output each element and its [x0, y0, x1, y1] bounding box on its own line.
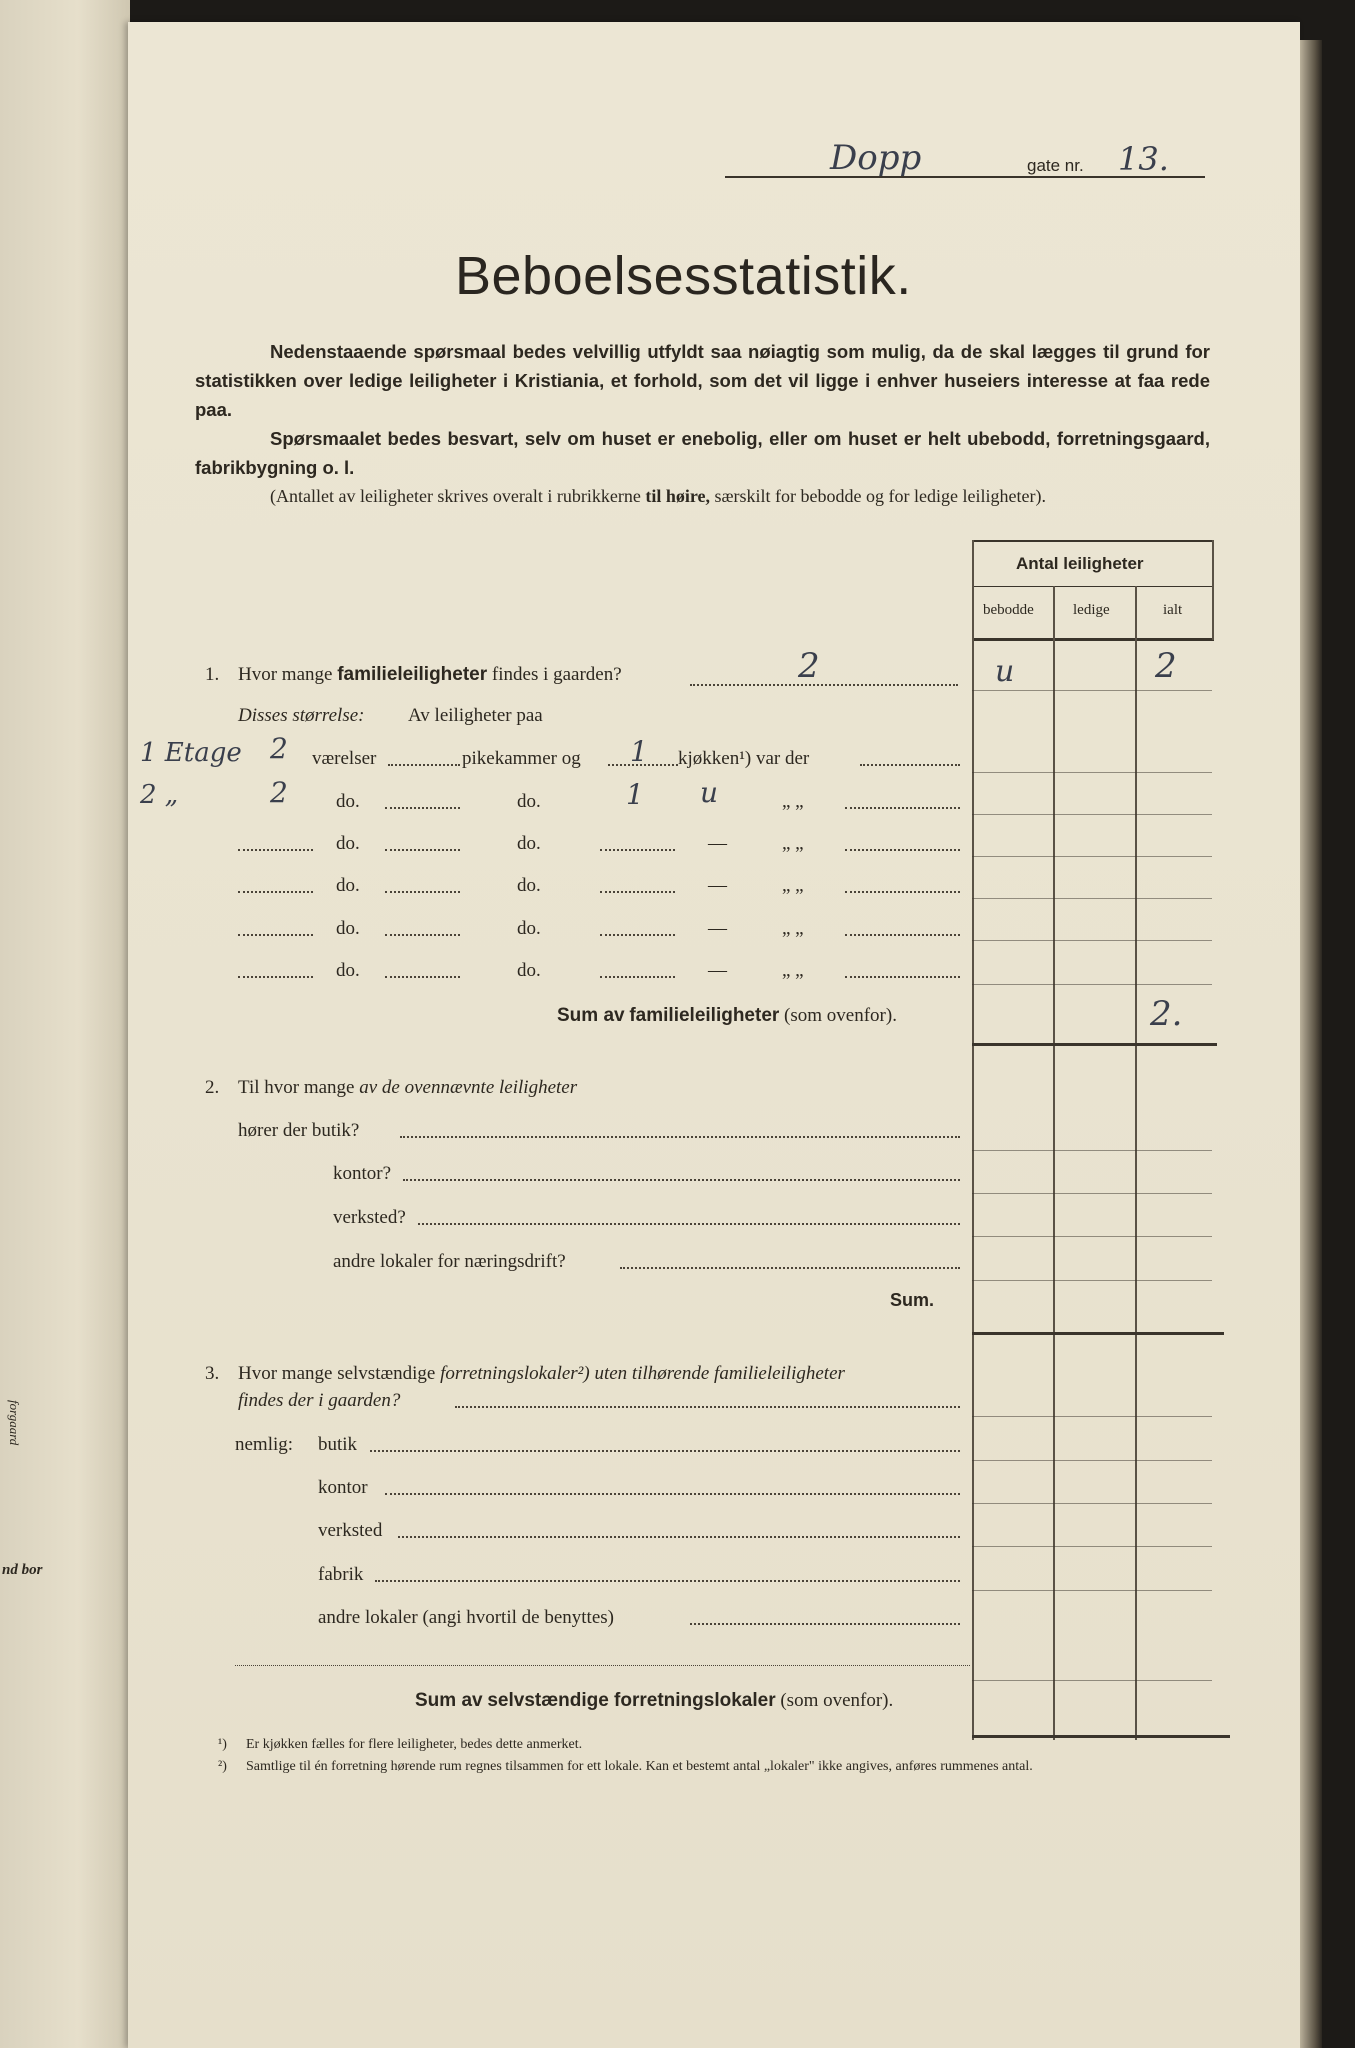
- q3-sum-a: Sum av: [415, 1690, 483, 1711]
- blank-field: [600, 849, 675, 851]
- dot-leader: [388, 764, 460, 766]
- q3-line-verksted: verksted: [318, 1520, 383, 1541]
- q3-line-fabrik: fabrik: [318, 1564, 364, 1585]
- dot-leader: [385, 1493, 960, 1495]
- table-row-line: [972, 1193, 1212, 1194]
- row1-rooms: 2: [270, 732, 288, 765]
- table-sum-line-1: [972, 1043, 1217, 1046]
- q2-line-butik: hører der butik?: [238, 1120, 360, 1141]
- q2-number: 2.: [205, 1077, 220, 1098]
- table-row-line: [972, 1590, 1212, 1591]
- left-bottom-text: nd bor: [2, 1562, 43, 1578]
- q3-line-butik: butik: [318, 1434, 358, 1455]
- row6-do-2: do.: [517, 960, 541, 981]
- footnote-2-mark: ²): [218, 1759, 227, 1774]
- q3-sum-c: (som ovenfor).: [780, 1690, 894, 1711]
- intro-paragraph-1: Nedenstaaende spørsmaal bedes velvillig utfyldt saa nøiagtig som mulig, da de skal lægges til grund for statistikken over ledige leiligheter i Kristiania, et forhold, som det vil ligge i enhver huseiers interesse at faa rede paa.: [195, 341, 1210, 420]
- row4-do-2: do.: [517, 875, 541, 896]
- row3-do-2: do.: [517, 833, 541, 854]
- blank-field: [238, 891, 313, 893]
- q1-question: [238, 664, 622, 686]
- q2-line-kontor: kontor?: [333, 1163, 392, 1184]
- footnote-2: Samtlige til én forretning hørende rum regnes tilsammen for ett lokale. Kan et bestemt antal „lokaler" ikke angives, anføres rummenes antal.: [246, 1759, 1033, 1774]
- q1-text-b: familieleiligheter: [337, 664, 488, 685]
- dot-leader: [845, 891, 960, 893]
- q2-text-b: av de ovennævnte leiligheter: [359, 1077, 578, 1098]
- q2-line-verksted: verksted?: [333, 1207, 406, 1228]
- q2-line-andre: andre lokaler for næringsdrift?: [333, 1251, 566, 1272]
- dot-leader: [690, 1623, 960, 1625]
- dot-leader: [370, 1450, 960, 1452]
- dot-leader: [690, 684, 958, 686]
- left-page: [0, 0, 130, 2048]
- q1-sizes-label: Disses størrelse:: [238, 705, 365, 726]
- q3-sum-b: selvstændige forretningslokaler: [487, 1690, 776, 1711]
- gate-label: gate nr.: [1027, 156, 1084, 175]
- dot-leader: [845, 849, 960, 851]
- q1-number: 1.: [205, 664, 220, 685]
- row2-do-2: do.: [517, 791, 541, 812]
- q1-sum-c: (som ovenfor).: [784, 1005, 897, 1026]
- q2-question: [238, 1077, 577, 1099]
- blank-field: [238, 934, 313, 936]
- dot-leader: [845, 934, 960, 936]
- table-row-line: [972, 814, 1212, 815]
- table-row-line: [972, 1236, 1212, 1237]
- q1-sum-row: [557, 1005, 897, 1027]
- blank-field: [600, 891, 675, 893]
- row3-dash: —: [708, 833, 727, 854]
- row5-do-2: do.: [517, 918, 541, 939]
- page-edge: [1300, 40, 1322, 2048]
- table-row-line: [972, 1460, 1212, 1461]
- row1-vaerelser: værelser: [312, 748, 377, 769]
- dot-leader: [845, 976, 960, 978]
- q3-sum-row: [415, 1690, 893, 1712]
- dot-leader: [860, 764, 960, 766]
- table-group-header: Antal leiligheter: [1016, 554, 1144, 573]
- dot-leader: [455, 1406, 960, 1408]
- intro-p3-c: særskilt for bebodde og for ledige leiligheter).: [714, 486, 1046, 506]
- row2-extra: u: [700, 776, 719, 809]
- col-header-bebodde: bebodde: [983, 602, 1034, 618]
- q3-blank-line: [235, 1665, 970, 1666]
- table-row-line: [972, 772, 1212, 773]
- table-header-line: [972, 638, 1214, 641]
- table-row-line: [972, 984, 1212, 985]
- table-row-line: [972, 1150, 1212, 1151]
- dot-leader: [845, 807, 960, 809]
- dot-leader: [418, 1223, 960, 1225]
- blank-field: [385, 891, 460, 893]
- q1-sum-ialt-value: 2.: [1150, 994, 1183, 1034]
- row5-do-1: do.: [336, 918, 360, 939]
- table-row-line: [972, 940, 1212, 941]
- blank-field: [385, 934, 460, 936]
- q2-text-a: Til hvor mange: [238, 1077, 355, 1098]
- table-col-right: [1212, 540, 1214, 640]
- row1-kjokken-count: 1: [630, 735, 648, 768]
- row3-ditto: „ „: [782, 833, 804, 854]
- row3-do-1: do.: [336, 833, 360, 854]
- q3-text-a: Hvor mange selvstændige: [238, 1363, 436, 1384]
- q3-question: [238, 1363, 845, 1385]
- col-header-ledige: ledige: [1073, 602, 1110, 618]
- blank-field: [238, 976, 313, 978]
- intro-paragraph-3: [195, 482, 1210, 510]
- table-row-line: [972, 898, 1212, 899]
- row2-etage: 2 „: [140, 780, 179, 810]
- dot-leader: [375, 1580, 960, 1582]
- q1-text-c: findes i gaarden?: [491, 664, 622, 685]
- row1-kjokken: kjøkken¹) var der: [678, 748, 810, 769]
- q3-text-c: findes der i gaarden?: [238, 1390, 401, 1411]
- table-row-line: [972, 1503, 1212, 1504]
- row5-dash: —: [708, 918, 727, 939]
- q1-text-a: Hvor mange: [238, 664, 333, 685]
- row1-pikekammer: pikekammer og: [462, 748, 581, 769]
- row2-ditto: „ „: [782, 791, 804, 812]
- table-sum-line-2: [972, 1332, 1224, 1335]
- dot-leader: [403, 1179, 960, 1181]
- footnote-1: Er kjøkken fælles for flere leiligheter, bedes dette anmerket.: [246, 1737, 583, 1752]
- table-row-line: [972, 1546, 1212, 1547]
- q1-sizes-text: Av leiligheter paa: [408, 705, 543, 726]
- row5-ditto: „ „: [782, 918, 804, 939]
- dot-leader: [398, 1536, 960, 1538]
- page-title: Beboelsesstatistik.: [455, 246, 912, 306]
- street-name: Dopp: [830, 138, 922, 178]
- row4-dash: —: [708, 875, 727, 896]
- dot-leader: [385, 807, 460, 809]
- q1-ialt-value: 2: [1155, 646, 1177, 686]
- q3-nemlig: nemlig:: [235, 1434, 294, 1455]
- blank-field: [385, 849, 460, 851]
- intro-p3-b: til høire,: [645, 486, 711, 506]
- row1-etage: 1 Etage: [140, 738, 242, 768]
- table-row-line: [972, 856, 1212, 857]
- q3-text-b: forretningslokaler²) uten tilhørende familieleiligheter: [440, 1363, 845, 1384]
- intro-p3-a: (Antallet av leiligheter skrives overalt i rubrikkerne: [270, 486, 641, 506]
- table-col-divider-1: [1053, 586, 1055, 1740]
- table-col-left: [972, 540, 974, 1740]
- blank-field: [600, 934, 675, 936]
- house-number: 13.: [1118, 140, 1169, 178]
- dot-leader: [400, 1136, 960, 1138]
- row2-kjokken-count: 1: [626, 778, 644, 811]
- table-col-divider-2: [1135, 586, 1137, 1740]
- row4-do-1: do.: [336, 875, 360, 896]
- table-group-line: [972, 586, 1212, 587]
- intro-paragraph-2: Spørsmaalet bedes besvart, selv om huset er enebolig, eller om huset er helt ubebodd, forretningsgaard, fabrikbygning o. l.: [195, 428, 1210, 478]
- dot-leader: [620, 1267, 960, 1269]
- q1-bebodde-value: u: [995, 654, 1015, 689]
- table-row-line: [972, 690, 1212, 691]
- q3-line-andre: andre lokaler (angi hvortil de benyttes): [318, 1607, 614, 1628]
- row2-do-1: do.: [336, 791, 360, 812]
- col-header-ialt: ialt: [1163, 602, 1183, 618]
- q3-number: 3.: [205, 1363, 220, 1384]
- blank-field: [238, 849, 313, 851]
- row6-ditto: „ „: [782, 960, 804, 981]
- left-margin-text: forgaard: [7, 1400, 22, 1446]
- q3-line-kontor: kontor: [318, 1477, 368, 1498]
- table-row-line: [972, 1280, 1212, 1281]
- q2-sum: Sum.: [890, 1290, 935, 1310]
- table-top-line: [972, 540, 1212, 542]
- row4-ditto: „ „: [782, 875, 804, 896]
- blank-field: [385, 976, 460, 978]
- table-row-line: [972, 1680, 1212, 1681]
- row6-do-1: do.: [336, 960, 360, 981]
- q1-sum-b: familieleiligheter: [629, 1005, 780, 1026]
- q1-answer: 2: [798, 646, 820, 686]
- table-row-line: [972, 1416, 1212, 1417]
- blank-field: [600, 976, 675, 978]
- row2-rooms: 2: [270, 776, 288, 809]
- footnote-1-mark: ¹): [218, 1737, 227, 1752]
- q1-sum-a: Sum av: [557, 1005, 625, 1026]
- row6-dash: —: [708, 960, 727, 981]
